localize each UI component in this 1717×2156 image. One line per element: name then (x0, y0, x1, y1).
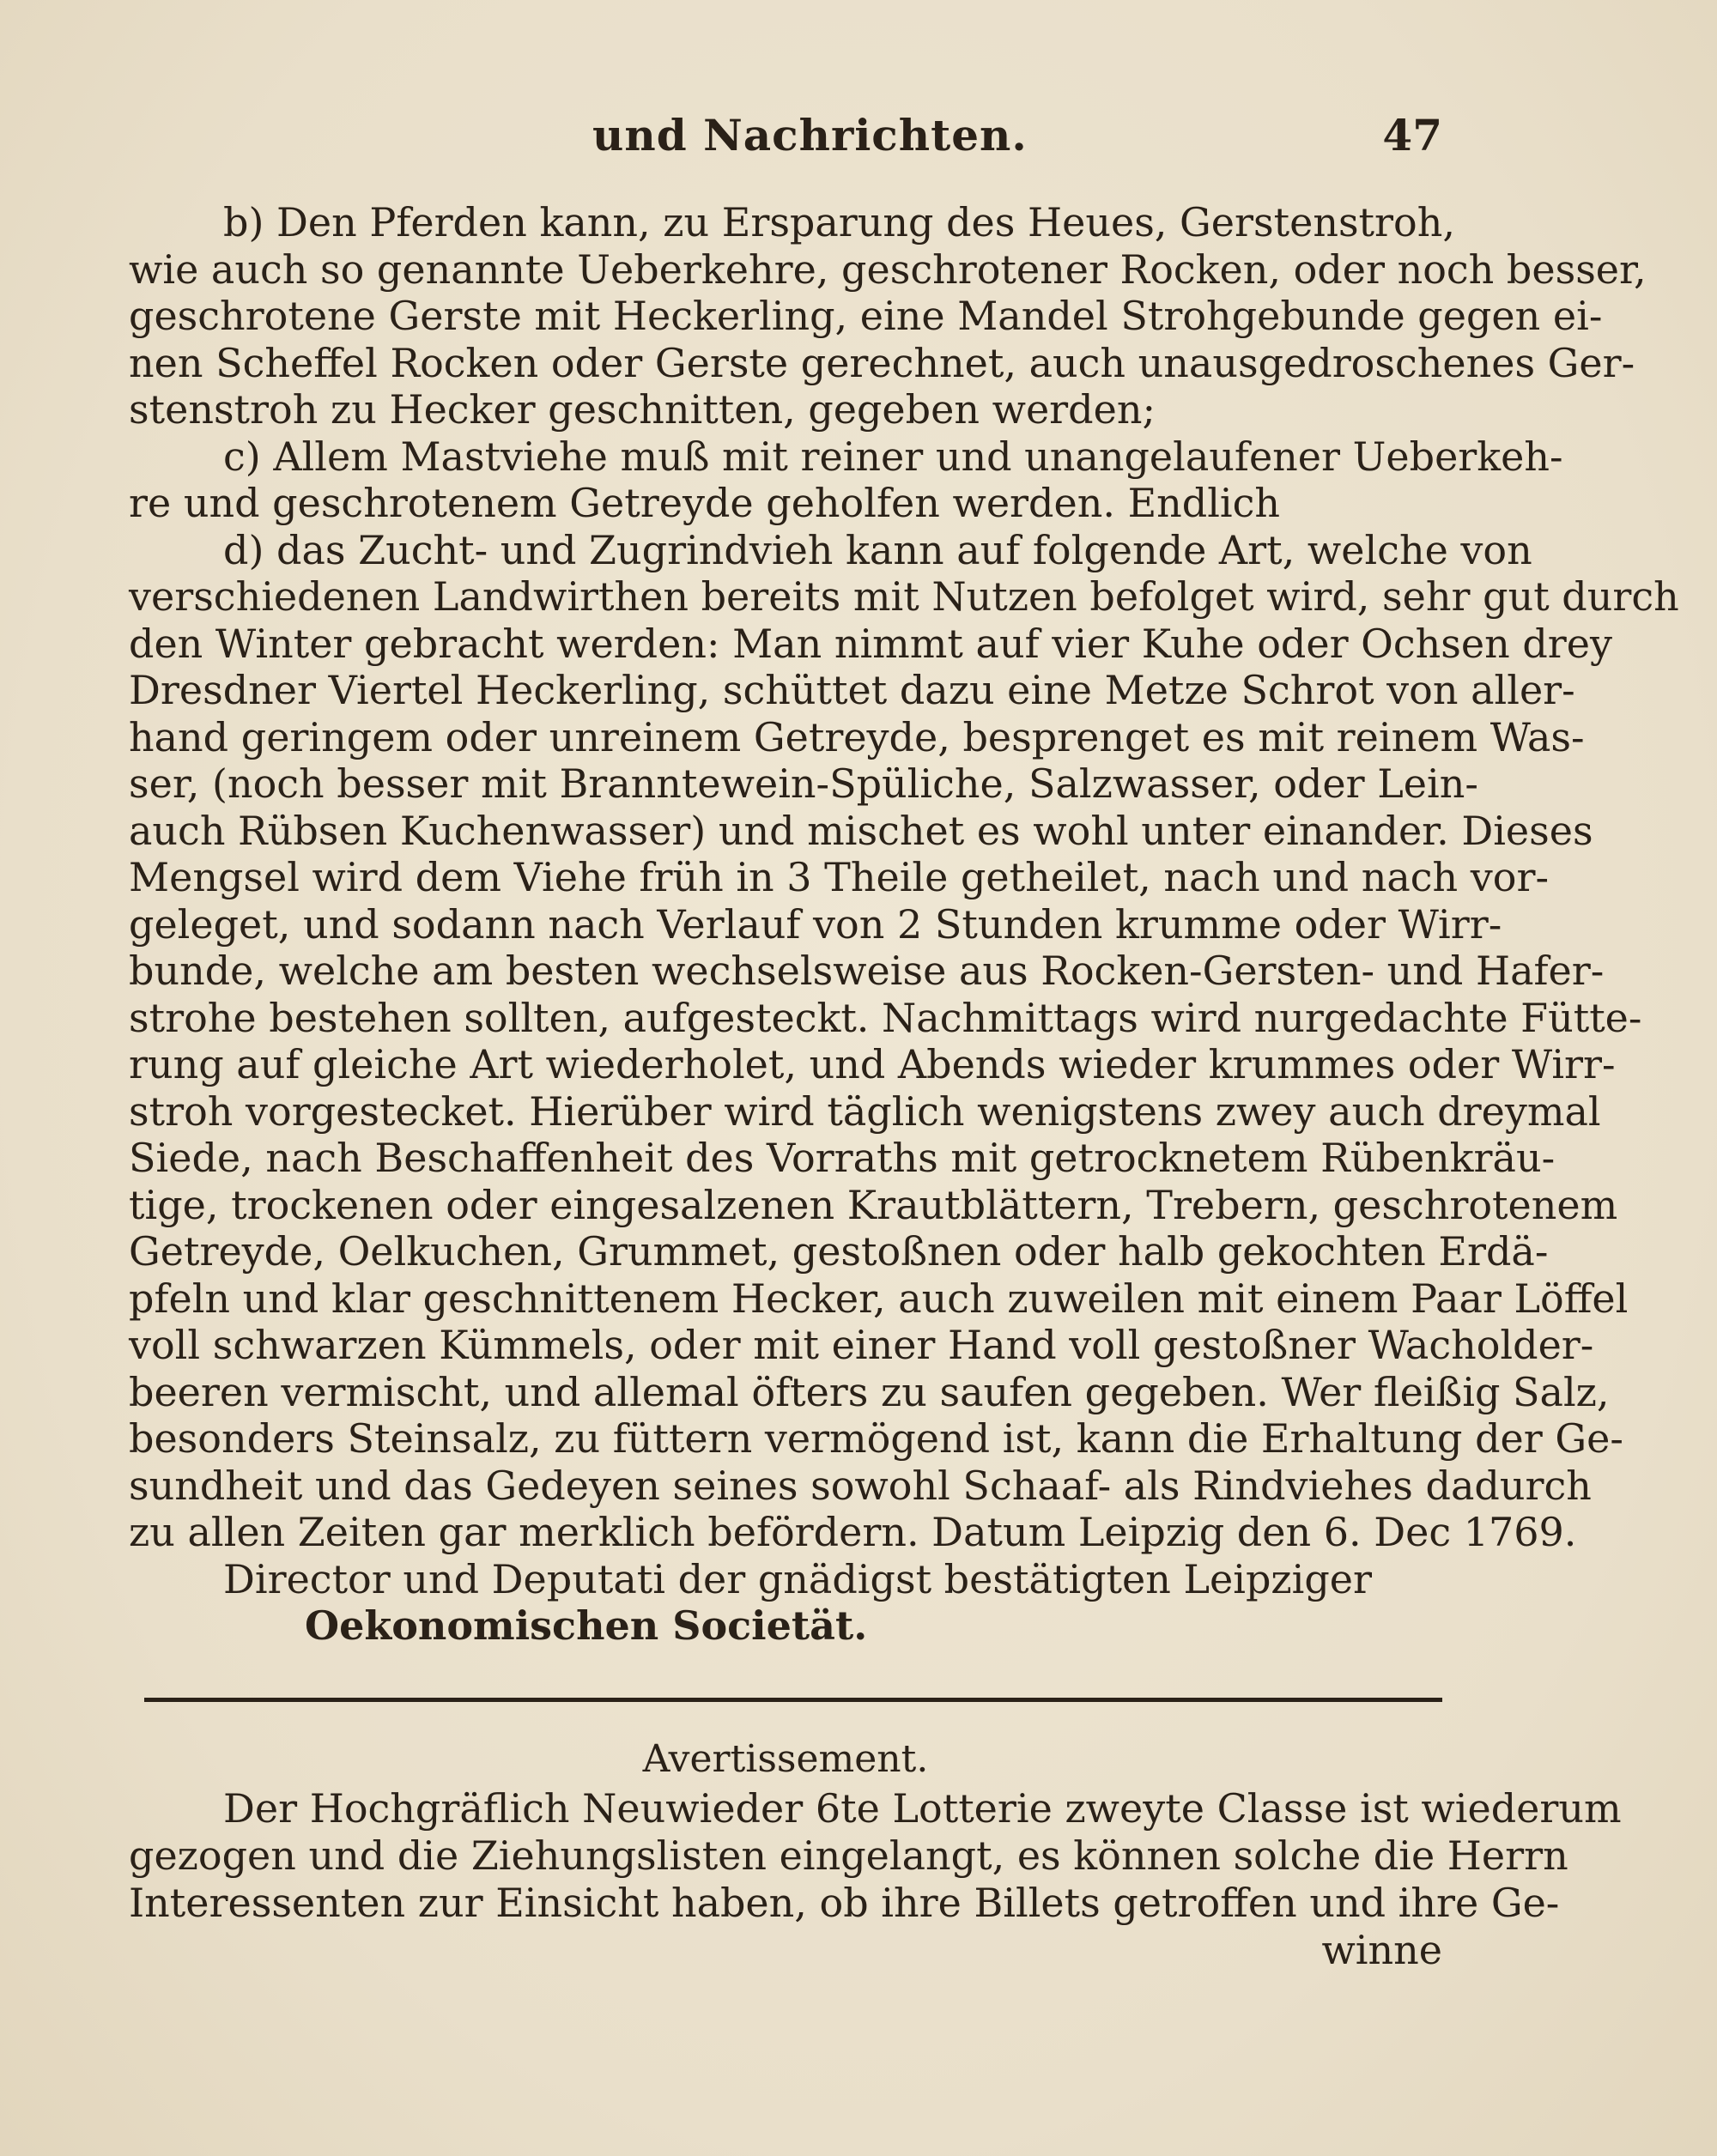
text-line: auch Rübsen Kuchenwasser) und mischet es wohl unter einander. Dieses (129, 807, 1593, 854)
signature-line: Director und Deputati der gnädigst bestätigten Leipziger (223, 1555, 1372, 1602)
text-line: zu allen Zeiten gar merklich befördern. Datum Leipzig den 6. Dec 1769. (129, 1509, 1577, 1555)
text-line: c) Allem Mastviehe muß mit reiner und unangelaufener Ueberkeh- (223, 433, 1563, 480)
page-header (129, 110, 1442, 170)
text-line: geschrotene Gerste mit Heckerling, eine Mandel Strohgebunde gegen ei- (129, 293, 1603, 339)
text-line: nen Scheffel Rocken oder Gerste gerechnet, auch unausgedroschenes Ger- (129, 339, 1635, 386)
body-text (129, 199, 1679, 1650)
text-line: Der Hochgräflich Neuwieder 6te Lotterie zweyte Classe ist wiederum (223, 1785, 1622, 1832)
notice-section (129, 1734, 1622, 1974)
text-line: ser, (noch besser mit Branntewein-Spüliche, Salzwasser, oder Lein- (129, 760, 1478, 807)
text-line: geleget, und sodann nach Verlauf von 2 Stunden krumme oder Wirr- (129, 900, 1502, 948)
signature-line: Oekonomischen Societät. (305, 1602, 868, 1649)
text-line: Interessenten zur Einsicht haben, ob ihre Billets getroffen und ihre Ge- (129, 1880, 1560, 1926)
text-line: stenstroh zu Hecker geschnitten, gegeben werden; (129, 386, 1156, 433)
text-line: beeren vermischt, und allemal öfters zu saufen gegeben. Wer fleißig Salz, (129, 1368, 1610, 1415)
text-line: sundheit und das Gedeyen seines sowohl Schaaf- als Rindviehes dadurch (129, 1462, 1592, 1509)
text-line: rung auf gleiche Art wiederholet, und Abends wieder krummes oder Wirr- (129, 1041, 1616, 1087)
text-line: re und geschrotenem Getreyde geholfen werden. Endlich (129, 480, 1281, 526)
page-number: 47 (1382, 110, 1442, 160)
text-line: stroh vorgestecket. Hierüber wird täglich wenigstens zwey auch dreymal (129, 1087, 1601, 1135)
running-title: und Nachrichten. (592, 110, 1028, 160)
text-line: bunde, welche am besten wechselsweise aus Rocken-Gersten- und Hafer- (129, 948, 1605, 994)
text-line: Mengsel wird dem Viehe früh in 3 Theile getheilet, nach und nach vor- (129, 854, 1550, 900)
text-line: b) Den Pferden kann, zu Ersparung des Heues, Gerstenstroh, (223, 199, 1455, 245)
text-line: gezogen und die Ziehungslisten eingelangt, es können solche die Herrn (129, 1832, 1568, 1879)
text-line: d) das Zucht- und Zugrindvieh kann auf folgende Art, welche von (223, 526, 1532, 573)
text-line: Dresdner Viertel Heckerling, schüttet dazu eine Metze Schrot von aller- (129, 667, 1575, 713)
text-line: den Winter gebracht werden: Man nimmt auf vier Kuhe oder Ochsen drey (129, 620, 1613, 667)
text-line: besonders Steinsalz, zu füttern vermögend ist, kann die Erhaltung der Ge- (129, 1415, 1623, 1462)
text-line: verschiedenen Landwirthen bereits mit Nutzen befolget wird, sehr gut durch (129, 573, 1679, 620)
text-line: pfeln und klar geschnittenem Hecker, auch zuweilen mit einem Paar Löffel (129, 1275, 1629, 1322)
text-line: Getreyde, Oelkuchen, Grummet, gestoßnen oder halb gekochten Erdä- (129, 1228, 1549, 1275)
text-line: Siede, nach Beschaffenheit des Vorraths mit getrocknetem Rübenkräu- (129, 1135, 1556, 1181)
text-line: wie auch so genannte Ueberkehre, geschrotener Rocken, oder noch besser, (129, 245, 1647, 293)
text-line: hand geringem oder unreinem Getreyde, besprenget es mit reinem Was- (129, 713, 1585, 760)
notice-title: Avertissement. (642, 1737, 929, 1781)
text-line: voll schwarzen Kümmels, oder mit einer Hand voll gestoßner Wacholder- (129, 1322, 1594, 1368)
text-line: strohe bestehen sollten, aufgesteckt. Nachmittags wird nurgedachte Fütte- (129, 994, 1642, 1041)
catchword: winne (1321, 1927, 1442, 1973)
section-divider (144, 1698, 1442, 1702)
text-line: tige, trockenen oder eingesalzenen Krautblättern, Trebern, geschrotenem (129, 1181, 1618, 1228)
